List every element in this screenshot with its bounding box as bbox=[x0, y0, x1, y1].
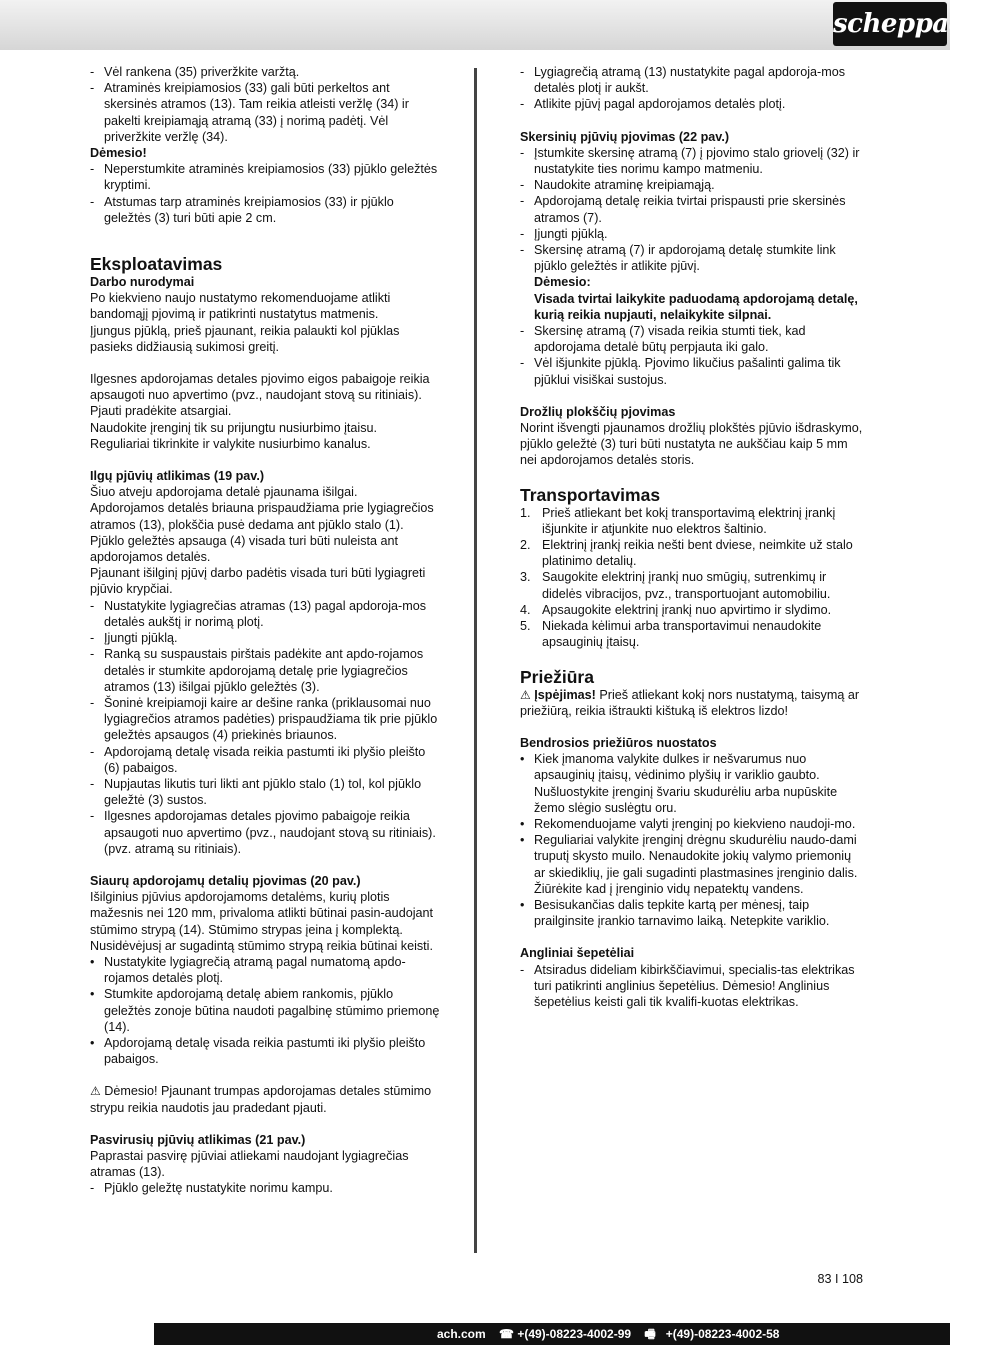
list-item: • Rekomenduojame valyti įrenginį po kiekvieno naudoji-mo. bbox=[520, 816, 865, 832]
subsection-title: Siaurų apdorojamų detalių pjovimas (20 pav.) bbox=[90, 873, 361, 888]
list-item: - Įjungti pjūklą. bbox=[90, 630, 440, 646]
paragraph: Šiuo atveju apdorojama detalė pjaunama išilgai. bbox=[90, 485, 358, 500]
list-item: - Nupjautas likutis turi likti ant pjūklo stalo (1) tol, kol pjūklo geležtė (3) sustos. bbox=[90, 776, 440, 808]
list-item: - Atstumas tarp atraminės kreipiamosios (33) ir pjūklo geležtės (3) turi būti apie 2 cm. bbox=[90, 194, 440, 226]
list-item: • Reguliariai valykite įrenginį drėgnu skudurėliu naudo-dami truputį skysto muilo. Nenaudokite jokių valymo priemonių ar skiediklių, jie gali sugadinti plastmasines įrenginio dalis. Žiūrėkite kad į įrenginio vidų nepatektų vandens. bbox=[520, 832, 865, 897]
subsection-title: Darbo nurodymai bbox=[90, 275, 195, 290]
list-item: - Apdorojamą detalę visada reikia pastumti iki plyšio pleišto (6) pabaigos. bbox=[90, 744, 440, 776]
attention-text: Visada tvirtai laikykite paduodamą apdorojamą detalę, kurią reikia nupjauti, nelaikykite silpnai. bbox=[534, 291, 858, 322]
paragraph: Pjūklo geležtės apsauga (4) visada turi būti nuleista ant apdorojamos detalės. bbox=[90, 533, 399, 565]
list-item: • Kiek įmanoma valykite dulkes ir nešvarumus nuo apsauginių įtaisų, vėdinimo plyšių ir variklio gaubto. Nušluostykite įrenginį švariu skudurėliu arba nupūskite žemo slėgio suslėgtu oru. bbox=[520, 751, 865, 816]
left-column bbox=[90, 64, 440, 1197]
numbered-item: 3. Saugokite elektrinį įrankį nuo smūgių, sutrenkimų ir didelės vibracijos, pvz., transportuojant automobiliu. bbox=[520, 570, 831, 601]
attention-label: Dėmesio! bbox=[90, 146, 147, 161]
paragraph: Įjungus pjūklą, prieš pjaunant, reikia palaukti kol pjūklas pasieks didžiausią sukimosi greitį. bbox=[90, 323, 400, 354]
paragraph: Išilginius pjūvius apdorojamoms detalėms, kurių plotis mažesnis nei 120 mm, privaloma atlikti būtinai pasin-audojant stūmimo strypą (14). Stūmimo strypas įeina į komplektą. Nusidėvėjusį ar sugadintą stūmimo strypą reikia būtinai keisti. bbox=[90, 890, 434, 953]
list-item: - Skersinę atramą (7) ir apdorojamą detalę stumkite link pjūklo geležtės ir atlikite pjūvį. bbox=[520, 242, 865, 274]
numbered-item: 1. Prieš atliekant bet kokį transportavimą elektrinį įrankį išjunkite ir atjunkite nuo elektros šaltinio. bbox=[520, 505, 836, 536]
list-item: • Besisukančias dalis tepkite kartą per mėnesį, taip prailginsite įrankio tarnavimo laiką. Netepkite variklio. bbox=[520, 897, 865, 929]
section-title-maintenance: Priežiūra bbox=[520, 666, 594, 687]
page-number: 83 I 108 bbox=[817, 1272, 863, 1286]
subsection-title: Angliniai šepetėliai bbox=[520, 946, 635, 961]
list-item: • Nustatykite lygiagrečią atramą pagal numatomą apdo-rojamos detalės plotį. bbox=[90, 954, 440, 986]
list-item: - Apdorojamą detalę reikia tvirtai prispausti prie skersinės atramos (7). bbox=[520, 193, 865, 225]
fax-icon: 🖷 bbox=[644, 1327, 656, 1341]
list-item: - Naudokite atraminę kreipiamąją. bbox=[520, 177, 865, 193]
attention-label: Dėmesio: bbox=[534, 275, 591, 290]
warning-paragraph bbox=[90, 1083, 440, 1115]
list-item: - Vėl išjunkite pjūklą. Pjovimo likučius pašalinti galima tik pjūklui visiškai sustojus. bbox=[520, 355, 865, 387]
warning-triangle-icon: ⚠ bbox=[520, 687, 531, 702]
list-item: - Nustatykite lygiagrečias atramas (13) pagal apdoroja-mos detalės aukštį ir norimą plotį. bbox=[90, 598, 440, 630]
paragraph: Pjaunant išilginį pjūvį darbo padėtis visada turi būti lygiagreti pjūvio krypčiai. bbox=[90, 566, 426, 597]
list-item: - Šoninė kreipiamoji kaire ar dešine ranka (priklausomai nuo lygiagrečios atramos padėties) prispaudžiama tik prie pjūklo geležtės apsaugos (4) priekinės briaunos. bbox=[90, 695, 440, 744]
warning-label: Įspėjimas! bbox=[534, 687, 596, 702]
paragraph: Naudokite įrenginį tik su prijungtu nusiurbimo įtaisu. bbox=[90, 420, 378, 435]
list-item: - Lygiagrečią atramą (13) nustatykite pagal apdoroja-mos detalės plotį ir aukšt. bbox=[520, 64, 865, 96]
paragraph: Apdorojamos detalės briauna prispaudžiama prie lygiagrečios atramos (13), plokščia pusė dedama ant pjūklo stalo (1). bbox=[90, 501, 434, 532]
column-divider bbox=[474, 68, 477, 1253]
paragraph: Po kiekvieno naujo nustatymo rekomenduojame atlikti bandomąjį pjovimą ir patikrinti nustatytus matmenis. bbox=[90, 291, 391, 322]
section-title-transport: Transportavimas bbox=[520, 484, 661, 505]
list-item: - Atsiradus dideliam kibirkščiavimui, specialis-tas elektrikas turi patikrinti anglinius šepetėlius. Dėmesio! Anglinius šepetėlius keisti gali tik kvalifi-kuotas elektrikas. bbox=[520, 962, 865, 1011]
list-item: - Atraminės kreipiamosios (33) gali būti perkeltos ant skersinės atramos (13). Tam reikia atleisti veržlę (34) ir pakelti kreipiamąją atramą (33) į norimą padėtį. Vėl priveržkite veržlę (34). bbox=[90, 80, 440, 145]
list-item: - Įstumkite skersinę atramą (7) į pjovimo stalo griovelį (32) ir nustatykite ties norimu kampo matmeniu. bbox=[520, 145, 865, 177]
list-item: - Neperstumkite atraminės kreipiamosios (33) pjūklo geležtės kryptimi. bbox=[90, 161, 440, 193]
numbered-item: 2. Elektrinį įrankį reikia nešti bent dviese, neimkite už stalo platinimo detalių. bbox=[520, 538, 853, 569]
list-item: - Atlikite pjūvį pagal apdorojamos detalės plotį. bbox=[520, 96, 865, 112]
paragraph: Pjauti pradėkite atsargiai. bbox=[90, 404, 232, 419]
footer-white-block bbox=[0, 1323, 154, 1345]
list-item: - Vėl rankena (35) priveržkite varžtą. bbox=[90, 64, 440, 80]
subsection-title: Ilgų pjūvių atlikimas (19 pav.) bbox=[90, 469, 265, 484]
footer-phone: ☎ +(49)-08223-4002-99 bbox=[499, 1327, 632, 1341]
header-bar bbox=[0, 0, 950, 50]
paragraph: Norint išvengti pjaunamos drožlių plokštės pjūvio išdraskymo, pjūklo geležtė (3) turi būti nustatyta ne aukščiau kaip 5 mm nei apdorojamos detalės storis. bbox=[520, 421, 863, 468]
paragraph: Reguliariai tikrinkite ir valykite nusiurbimo kanalus. bbox=[90, 436, 371, 451]
footer-fax: +(49)-08223-4002-58 bbox=[665, 1327, 780, 1341]
subsection-title: Bendrosios priežiūros nuostatos bbox=[520, 735, 717, 750]
subsection-title: Drožlių plokščių pjovimas bbox=[520, 404, 676, 419]
numbered-item: 4. Apsaugokite elektrinį įrankį nuo apvirtimo ir slydimo. bbox=[520, 602, 832, 617]
warning-paragraph bbox=[520, 687, 865, 719]
numbered-item: 5. Niekada kėlimui arba transportavimui nenaudokite apsauginių įtaisų. bbox=[520, 619, 822, 650]
list-item: - Ilgesnes apdorojamas detales pjovimo pabaigoje reikia apsaugoti nuo apvertimo (pvz., naudojant stovą su ritiniais). (pvz. atramą su ritiniais). bbox=[90, 808, 440, 857]
list-item: • Stumkite apdorojamą detalę abiem rankomis, pjūklo geležtės zonoje būtina naudoti pagalbinę stūmimo priemonę (14). bbox=[90, 986, 440, 1035]
warning-text: Prieš atliekant kokį nors nustatymą, taisymą ar priežiūrą, reikia ištraukti kištuką iš elektros lizdo! bbox=[520, 687, 860, 718]
footer-contact bbox=[437, 1323, 789, 1345]
subsection-title: Skersinių pjūvių pjovimas (22 pav.) bbox=[520, 129, 730, 144]
list-item: • Apdorojamą detalę visada reikia pastumti iki plyšio pleišto pabaigos. bbox=[90, 1035, 440, 1067]
footer-website: ach.com bbox=[437, 1327, 486, 1341]
right-column bbox=[520, 64, 865, 1010]
paragraph: Paprastai pasvirę pjūviai atliekami naudojant lygiagrečias atramas (13). bbox=[90, 1148, 409, 1180]
paragraph: Ilgesnes apdorojamas detales pjovimo eigos pabaigoje reikia apsaugoti nuo apvertimo (pvz., naudojant stovą su ritiniais). bbox=[90, 372, 430, 403]
warning-text: Dėmesio! Pjaunant trumpas apdorojamas detales stūmimo strypu reikia naudotis jau pradedant pjauti. bbox=[90, 1084, 432, 1115]
list-item: - Skersinę atramą (7) visada reikia stumti tiek, kad apdorojama detalė būtų perpjauta iki galo. bbox=[520, 323, 865, 355]
list-item: - Pjūklo geležtę nustatykite norimu kampu. bbox=[90, 1180, 440, 1196]
list-item: - Įjungti pjūklą. bbox=[520, 226, 865, 242]
scheppach-logo: scheppach bbox=[833, 2, 947, 46]
section-title-operation: Eksploatavimas bbox=[90, 254, 223, 275]
list-item: - Ranką su suspaustais pirštais padėkite ant apdo-rojamos detalės ir stumkite apdorojamą detalę prie lygiagrečios atramos (13) išilgai pjūklo geležtės (3). bbox=[90, 646, 440, 695]
subsection-title: Pasvirusių pjūvių atlikimas (21 pav.) bbox=[90, 1132, 306, 1147]
warning-triangle-icon: ⚠ bbox=[90, 1084, 101, 1099]
